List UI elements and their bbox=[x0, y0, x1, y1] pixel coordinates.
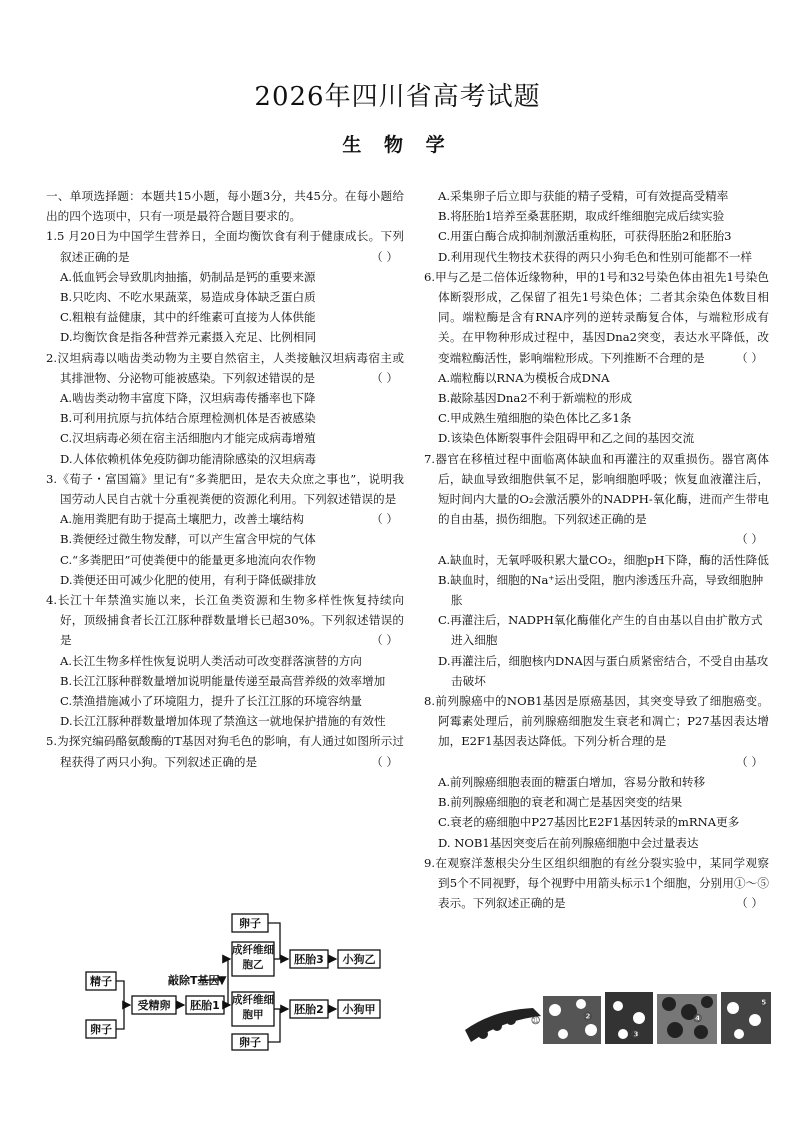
option-c: C.甲成熟生殖细胞的染色体比乙多1条 bbox=[438, 411, 632, 426]
option-a: A.低血钙会导致肌肉抽搐，奶制品是钙的重要来源 bbox=[60, 269, 316, 284]
answer-paren: （ ） bbox=[736, 896, 763, 911]
page-title: 2026年四川省高考试题 bbox=[254, 82, 541, 112]
option-d: D.均衡饮食是指各种营养元素摄入充足、比例相同 bbox=[60, 330, 317, 345]
label-knockout: 敲除T基因 bbox=[168, 974, 220, 987]
question-9 bbox=[424, 853, 769, 914]
option-d: D.人体依赖机体免疫防御功能清除感染的汉坦病毒 bbox=[60, 451, 317, 466]
question-6 bbox=[424, 267, 769, 449]
label-embryo-3: 胚胎3 bbox=[294, 953, 324, 966]
option-b: B.前列腺癌细胞的衰老和凋亡是基因突变的结果 bbox=[438, 795, 683, 810]
option-b: B.敲除基因Dna2不利于新端粒的形成 bbox=[438, 391, 632, 406]
label-puppy-a: 小狗甲 bbox=[342, 1003, 376, 1016]
option-a: A.啮齿类动物丰富度下降，汉坦病毒传播率也下降 bbox=[60, 391, 316, 406]
question-stem: 1.5 月20日为中国学生营养日，全面均衡饮食有利于健康成长。下列叙述正确的是 bbox=[46, 229, 404, 264]
question-5 bbox=[46, 731, 404, 771]
question-5-options bbox=[424, 186, 769, 267]
answer-paren: （ ） bbox=[736, 754, 763, 769]
question-stem: 2.汉坦病毒以啮齿类动物为主要自然宿主，人类接触汉坦病毒宿主或其排泄物、分泌物可能被感染。下列叙述错误的是 bbox=[46, 350, 404, 385]
question-8 bbox=[424, 691, 769, 853]
answer-paren: （ ） bbox=[371, 633, 398, 648]
option-b: B.粪便经过微生物发酵，可以产生富含甲烷的气体 bbox=[60, 532, 316, 547]
option-b: B.只吃肉、不吃水果蔬菜，易造成身体缺乏蛋白质 bbox=[60, 290, 316, 305]
label-fibroblast-b: 成纤维细胞乙 bbox=[232, 944, 274, 971]
option-a: A.长江生物多样性恢复说明人类活动可改变群落演替的方向 bbox=[60, 653, 362, 668]
question-1 bbox=[46, 226, 404, 347]
page-subtitle: 生 物 学 bbox=[342, 134, 453, 156]
option-d: D.该染色体断裂事件会阻碍甲和乙之间的基因交流 bbox=[438, 431, 695, 446]
option-a: A.采集卵子后立即与获能的精子受精，可有效提高受精率 bbox=[438, 189, 729, 203]
question-stem: 9.在观察洋葱根尖分生区组织细胞的有丝分裂实验中，某同学观察到5个不同视野，每个视野中用箭头标示1个细胞，分别用①～⑤表示。下列叙述正确的是 bbox=[424, 855, 769, 911]
label-fibroblast-a: 成纤维细胞甲 bbox=[232, 994, 274, 1021]
question-stem: 4.长江十年禁渔实施以来，长江鱼类资源和生物多样性恢复持续向好，顶级捕食者长江江豚种群数量增长已超30%。下列叙述错误的是 bbox=[46, 593, 404, 648]
q9-microscope-image bbox=[463, 990, 773, 1046]
option-d: D.利用现代生物技术获得的两只小狗毛色和性别可能都不一样 bbox=[438, 249, 753, 264]
option-b: B.将胚胎1培养至桑葚胚期，取成纤维细胞完成后续实验 bbox=[438, 209, 725, 224]
question-4 bbox=[46, 590, 404, 731]
left-column bbox=[46, 186, 404, 772]
option-c: C.汉坦病毒必须在宿主活细胞内才能完成病毒增殖 bbox=[60, 431, 316, 446]
question-3 bbox=[46, 469, 404, 590]
option-c: C.“多粪肥田”可使粪便中的能量更多地流向农作物 bbox=[60, 552, 316, 567]
answer-paren: （ ） bbox=[371, 512, 398, 527]
question-stem: 5.为探究编码酪氨酸酶的T基因对狗毛色的影响，有人通过如图所示过程获得了两只小狗。下列叙述正确的是 bbox=[46, 734, 404, 769]
label-egg-top: 卵子 bbox=[239, 917, 261, 930]
section-intro: 一、单项选择题：本题共15小题，每小题3分，共45分。在每小题给出的四个选项中，只有一项是最符合题目要求的。 bbox=[46, 189, 404, 224]
field-label-3: ③ bbox=[631, 1028, 641, 1041]
question-2 bbox=[46, 348, 404, 469]
answer-paren: （ ） bbox=[371, 754, 398, 769]
question-stem: 3.《荀子・富国篇》里记有“多粪肥田，是农夫众庶之事也”，说明我国劳动人民自古就十分重视粪便的资源化利用。下列叙述错误的是 bbox=[46, 471, 404, 507]
option-d: D.长江江豚种群数量增加体现了禁渔这一就地保护措施的有效性 bbox=[60, 714, 386, 729]
option-d: D.粪便还田可减少化肥的使用，有利于降低碳排放 bbox=[60, 572, 317, 587]
option-b: B.长江江豚种群数量增加说明能量传递至最高营养级的效率增加 bbox=[60, 673, 386, 688]
q5-flow-diagram bbox=[82, 912, 402, 1052]
field-label-5: ⑤ bbox=[759, 996, 769, 1009]
option-d: D.再灌注后，细胞核内DNA因与蛋白质紧密结合，不受自由基攻击破坏 bbox=[438, 653, 769, 688]
label-sperm: 精子 bbox=[90, 975, 112, 988]
question-stem: 6.甲与乙是二倍体近缘物种，甲的1号和32号染色体由祖先1号染色体断裂形成，乙保留了祖先1号染色体；二者其余染色体数目相同。端粒酶是含有RNA序列的逆转录酶复合体，与端粒形成有关。在甲物种形成过程中，基因Dna2突变，表达水平降低，改变端粒酶活性，影响端粒形成。下列推断不合理的是 bbox=[424, 269, 769, 365]
option-b: B.缺血时，细胞的Na⁺运出受阻，胞内渗透压升高，导致细胞肿胀 bbox=[438, 572, 764, 608]
label-egg-bottom: 卵子 bbox=[239, 1036, 261, 1049]
option-c: C.衰老的癌细胞中P27基因比E2F1基因转录的mRNA更多 bbox=[438, 815, 740, 830]
option-a: A.缺血时，无氧呼吸积累大量CO₂，细胞pH下降，酶的活性降低 bbox=[438, 552, 769, 567]
option-a: A.前列腺癌细胞表面的糖蛋白增加，容易分散和转移 bbox=[438, 774, 706, 789]
answer-paren: （ ） bbox=[371, 249, 398, 264]
label-puppy-b: 小狗乙 bbox=[342, 953, 376, 966]
answer-paren: （ ） bbox=[736, 350, 763, 365]
right-column bbox=[424, 186, 769, 913]
option-c: C.再灌注后，NADPH氧化酶催化产生的自由基以自由扩散方式进入细胞 bbox=[438, 613, 763, 648]
label-embryo-1: 胚胎1 bbox=[190, 999, 220, 1012]
label-zygote: 受精卵 bbox=[137, 999, 171, 1012]
option-c: C.用蛋白酶合成抑制剂激活重构胚，可获得胚胎2和胚胎3 bbox=[438, 229, 732, 244]
question-stem: 8.前列腺癌中的NOB1基因是原癌基因，其突变导致了细胞癌变。阿霉素处理后，前列腺癌细胞发生衰老和凋亡；P27基因表达增加，E2F1基因表达降低。下列分析合理的是 bbox=[424, 694, 769, 749]
option-c: C.粗粮有益健康，其中的纤维素可直接为人体供能 bbox=[60, 310, 316, 325]
answer-paren: （ ） bbox=[371, 370, 398, 385]
field-label-1: ① bbox=[531, 1014, 541, 1027]
option-a: A.端粒酶以RNA为模板合成DNA bbox=[438, 370, 610, 385]
option-b: B.可利用抗原与抗体结合原理检测机体是否被感染 bbox=[60, 411, 316, 426]
question-7 bbox=[424, 449, 769, 691]
label-egg: 卵子 bbox=[90, 1023, 112, 1036]
question-stem: 7.器官在移植过程中面临离体缺血和再灌注的双重损伤。器官离体后，缺血导致细胞供氧不足，影响细胞呼吸；恢复血液灌注后，短时间内大量的O₂会激活膜外的NADPH-氧化酶，进而产生带电的自由基，损伤细胞。下列叙述正确的是 bbox=[424, 451, 769, 527]
option-a: A.施用粪肥有助于提高土壤肥力，改善土壤结构 bbox=[60, 512, 304, 527]
label-embryo-2: 胚胎2 bbox=[294, 1003, 324, 1016]
option-d: D. NOB1基因突变后在前列腺癌细胞中会过量表达 bbox=[438, 835, 699, 850]
option-c: C.禁渔措施减小了环境阻力，提升了长江江豚的环境容纳量 bbox=[60, 694, 362, 709]
field-label-2: ② bbox=[583, 1010, 593, 1023]
answer-paren: （ ） bbox=[736, 532, 763, 547]
field-label-4: ④ bbox=[693, 1012, 703, 1025]
